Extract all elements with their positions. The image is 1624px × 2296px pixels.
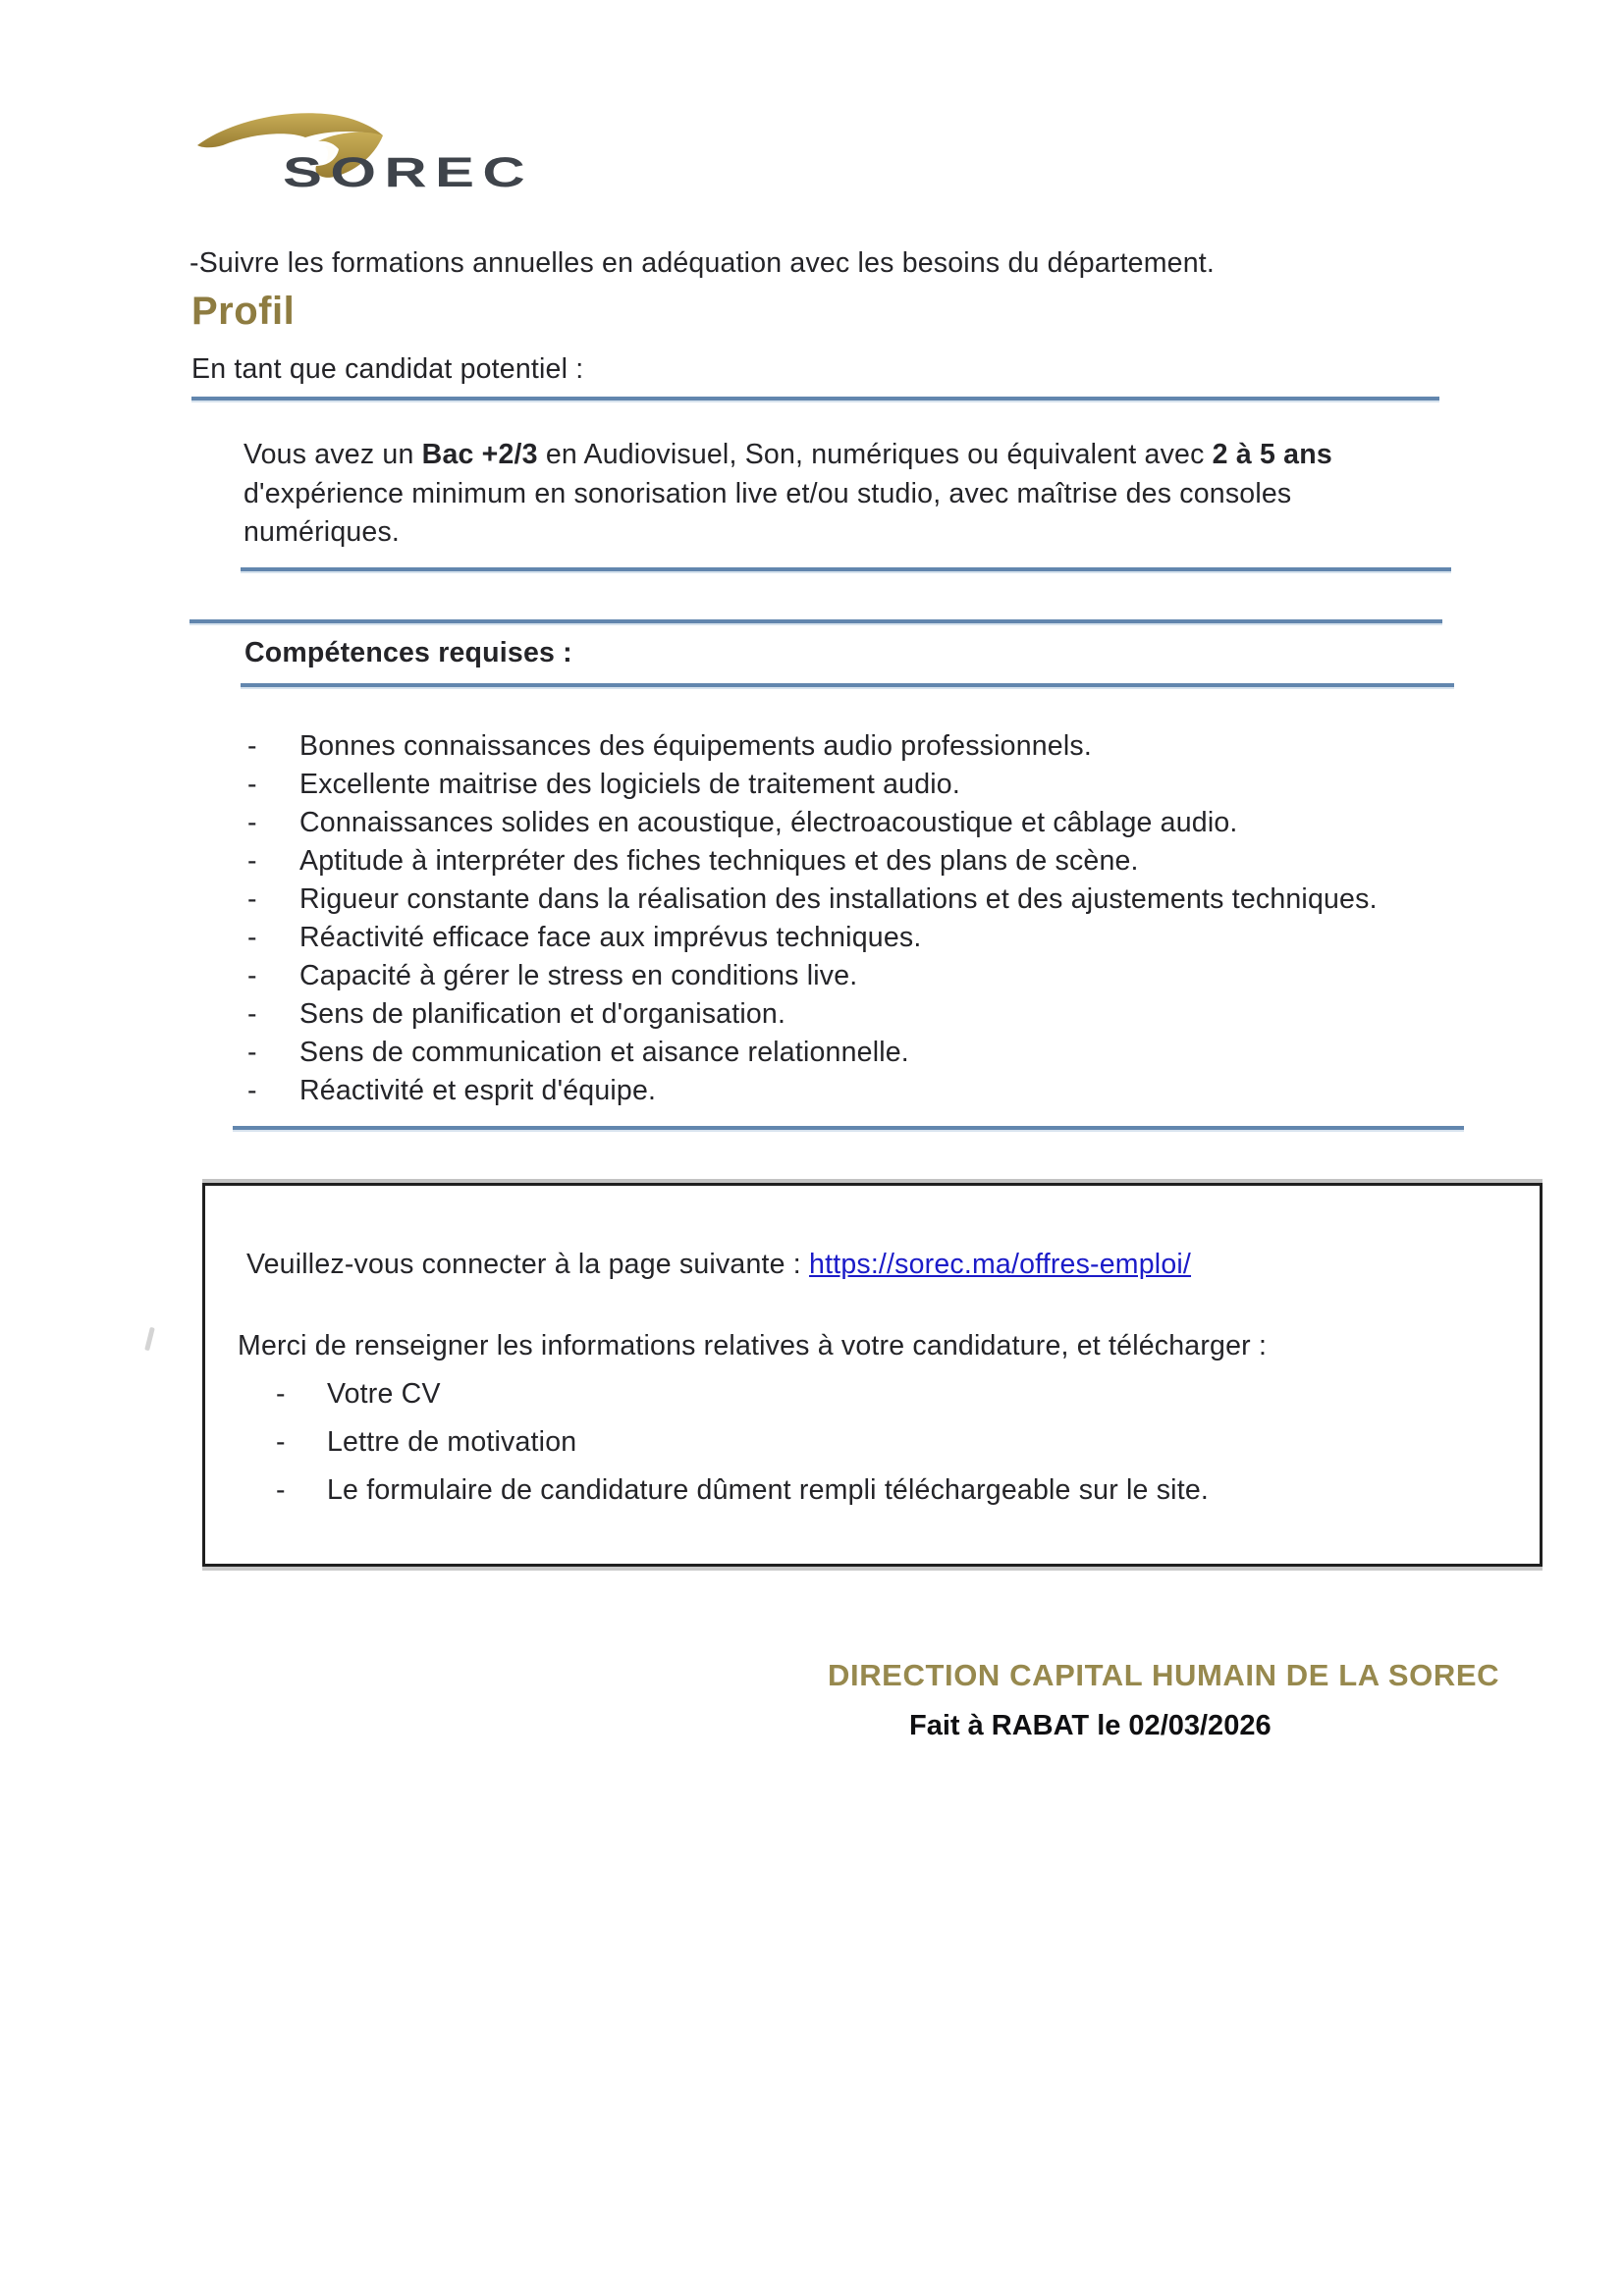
divider-rule bbox=[241, 567, 1451, 571]
list-item bbox=[276, 1426, 1209, 1474]
list-item bbox=[247, 730, 1378, 769]
text-segment: d'expérience minimum en sonorisation live et/ou studio, avec maîtrise des consoles bbox=[244, 477, 1292, 509]
dash-bullet: - bbox=[276, 1474, 286, 1506]
upload-instruction-line: Merci de renseigner les informations relatives à votre candidature, et télécharger : bbox=[238, 1330, 1268, 1362]
sorec-logo bbox=[189, 84, 568, 197]
list-item-text: Votre CV bbox=[327, 1378, 441, 1410]
list-item bbox=[247, 998, 1378, 1037]
connect-instruction-line bbox=[246, 1249, 1191, 1281]
list-item bbox=[247, 845, 1378, 883]
date-location-line: Fait à RABAT le 02/03/2026 bbox=[909, 1710, 1272, 1741]
list-item-text: Aptitude à interpréter des fiches techniques et des plans de scène. bbox=[299, 845, 1139, 877]
competences-heading: Compétences requises : bbox=[244, 637, 572, 668]
intro-line: -Suivre les formations annuelles en adéquation avec les besoins du département. bbox=[189, 247, 1216, 279]
list-item-text: Réactivité efficace face aux imprévus techniques. bbox=[299, 922, 922, 953]
qualification-paragraph bbox=[244, 436, 1432, 553]
dash-bullet: - bbox=[276, 1426, 286, 1458]
dash-bullet: - bbox=[247, 1075, 257, 1106]
documents-list bbox=[276, 1378, 1209, 1522]
qualification-line bbox=[244, 475, 1432, 514]
dash-bullet: - bbox=[247, 730, 257, 762]
bold-segment: Bac +2/3 bbox=[421, 439, 538, 470]
application-instructions-box bbox=[202, 1183, 1543, 1567]
divider-rule bbox=[189, 619, 1442, 623]
list-item-text: Connaissances solides en acoustique, électroacoustique et câblage audio. bbox=[299, 807, 1238, 838]
text-segment: en Audiovisuel, Son, numériques ou équivalent avec bbox=[537, 439, 1213, 470]
list-item bbox=[276, 1474, 1209, 1522]
dash-bullet: - bbox=[247, 998, 257, 1030]
direction-signature: DIRECTION CAPITAL HUMAIN DE LA SOREC bbox=[828, 1658, 1500, 1692]
dash-bullet: - bbox=[247, 922, 257, 953]
list-item bbox=[247, 922, 1378, 960]
list-item bbox=[247, 1075, 1378, 1113]
scan-artifact-mark bbox=[144, 1327, 155, 1351]
list-item-text: Lettre de motivation bbox=[327, 1426, 577, 1458]
list-item bbox=[247, 807, 1378, 845]
candidate-intro-line: En tant que candidat potentiel : bbox=[191, 353, 584, 385]
list-item-text: Capacité à gérer le stress en conditions live. bbox=[299, 960, 858, 991]
qualification-line bbox=[244, 436, 1432, 475]
logo-brand-text: SOREC bbox=[283, 149, 533, 196]
text-segment: numériques. bbox=[244, 516, 401, 548]
list-item bbox=[247, 769, 1378, 807]
instruction-text: Veuillez-vous connecter à la page suivante : bbox=[246, 1249, 810, 1280]
divider-rule bbox=[191, 397, 1439, 400]
list-item-text: Sens de planification et d'organisation. bbox=[299, 998, 786, 1030]
qualification-line bbox=[244, 513, 1432, 553]
dash-bullet: - bbox=[247, 960, 257, 991]
divider-rule bbox=[241, 683, 1454, 687]
list-item bbox=[276, 1378, 1209, 1426]
list-item bbox=[247, 960, 1378, 998]
list-item-text: Excellente maitrise des logiciels de traitement audio. bbox=[299, 769, 960, 800]
text-segment: Vous avez un bbox=[244, 439, 422, 470]
divider-rule bbox=[233, 1126, 1464, 1130]
dash-bullet: - bbox=[247, 883, 257, 915]
list-item-text: Bonnes connaissances des équipements audio professionnels. bbox=[299, 730, 1092, 762]
profil-heading: Profil bbox=[191, 290, 296, 333]
list-item-text: Sens de communication et aisance relationnelle. bbox=[299, 1037, 909, 1068]
dash-bullet: - bbox=[276, 1378, 286, 1410]
list-item-text: Le formulaire de candidature dûment rempli téléchargeable sur le site. bbox=[327, 1474, 1209, 1506]
dash-bullet: - bbox=[247, 1037, 257, 1068]
competences-list bbox=[247, 730, 1378, 1113]
list-item-text: Rigueur constante dans la réalisation des installations et des ajustements techniques. bbox=[299, 883, 1378, 915]
bold-segment: 2 à 5 ans bbox=[1212, 439, 1332, 470]
dash-bullet: - bbox=[247, 807, 257, 838]
offres-emploi-link[interactable]: https://sorec.ma/offres-emploi/ bbox=[809, 1249, 1192, 1280]
list-item-text: Réactivité et esprit d'équipe. bbox=[299, 1075, 657, 1106]
list-item bbox=[247, 1037, 1378, 1075]
list-item bbox=[247, 883, 1378, 922]
dash-bullet: - bbox=[247, 769, 257, 800]
dash-bullet: - bbox=[247, 845, 257, 877]
